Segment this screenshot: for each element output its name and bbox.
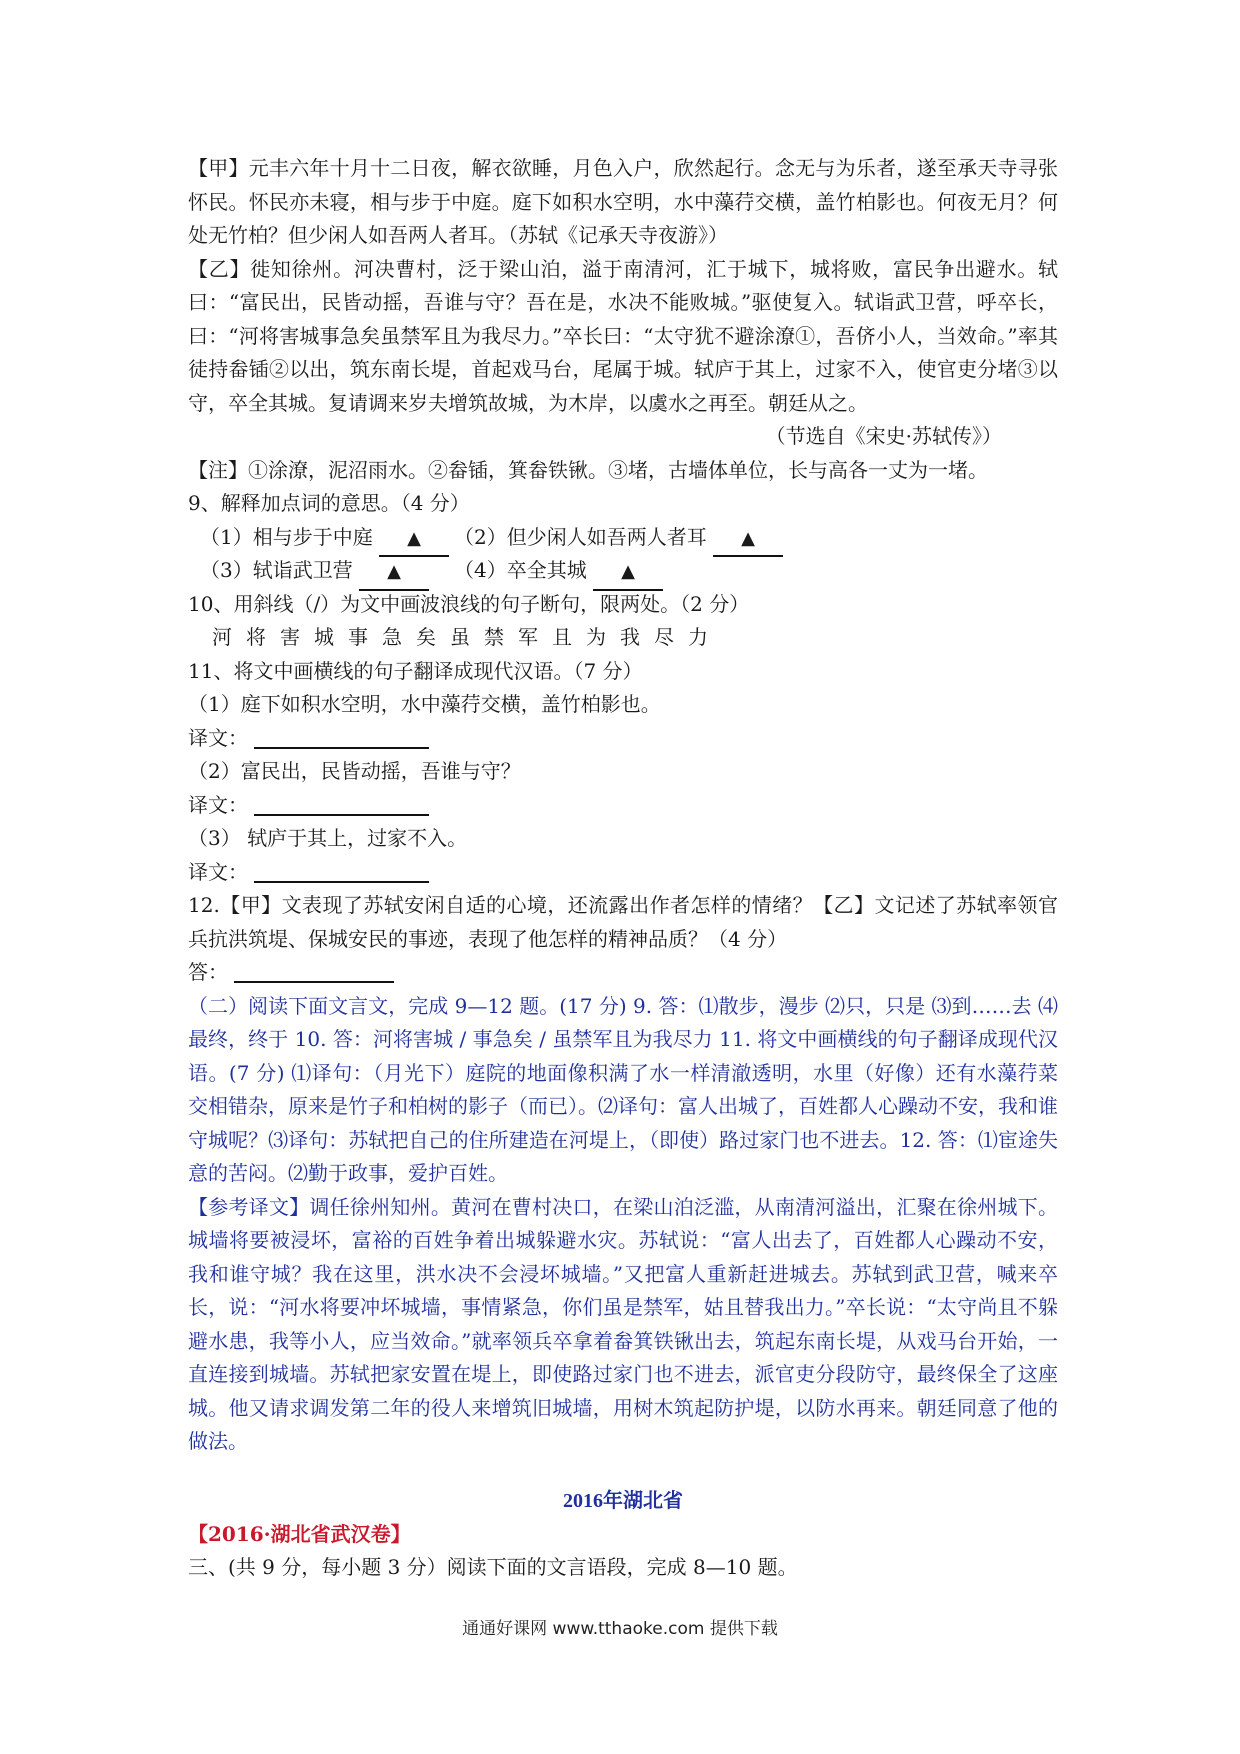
answer-blank-mark[interactable]: ▲	[593, 555, 663, 591]
answer-line[interactable]	[254, 857, 429, 883]
answer-blank-mark[interactable]: ▲	[359, 555, 429, 591]
answer-label: 答：	[188, 960, 228, 984]
section3-stem: 三、(共 9 分，每小题 3 分）阅读下面的文言语段，完成 8—10 题。	[188, 1555, 798, 1579]
q10-sentence: 河将害城事急矣虽禁军且为我尽力	[212, 625, 722, 649]
passage-yi-source: （节选自《宋史·苏轼传》）	[765, 424, 1002, 448]
passage-yi: 【乙】徙知徐州。河决曹村，泛于梁山泊，溢于南清河，汇于城下，城将败，富民争出避水。轼曰：“富民出，民皆动摇，吾谁与守？吾在是，水决不能败城。”驱使复入。轼诣武卫营，呼卒长，曰：“河将害城事急矣虽禁军且为我尽力。”卒长曰：“太守犹不避涂潦①，吾侪小人，当效命。”率其徒持畚锸②以出，筑东南长堤，首起戏马台，尾属于城。轼庐于其上，过家不入，使官吏分堵③以守，卒全其城。复请调来岁夫增筑故城，为木岸，以虞水之再至。朝廷从之。	[188, 256, 1058, 415]
document-body	[188, 152, 1058, 1585]
q9-row-2	[188, 554, 1058, 588]
answer-line[interactable]	[234, 957, 394, 983]
q9-row-1	[188, 521, 1058, 555]
q12-answer	[188, 956, 1058, 990]
answer-blank-mark[interactable]: ▲	[379, 522, 449, 558]
translation-label: 译文：	[188, 725, 248, 750]
q9-item-2: （2）但少闲人如吾两人者耳	[454, 524, 707, 549]
translation-label: 译文：	[188, 792, 248, 817]
translation-label: 译文：	[188, 859, 248, 884]
passage-note: 【注】①涂潦，泥沼雨水。②畚锸，箕畚铁锹。③堵，古墙体单位，长与高各一丈为一堵。	[188, 457, 988, 482]
answer-blank-mark[interactable]: ▲	[713, 522, 783, 558]
section-title: 2016年湖北省	[563, 1489, 683, 1512]
q9-item-3: （3）轼诣武卫营	[200, 558, 353, 582]
answer-key: （二）阅读下面文言文，完成 9—12 题。(17 分) 9. 答：⑴散步，漫步 ⑵只，只是 ⑶到……去 ⑷最终，终于 10. 答：河将害城 / 事急矣 / 虽禁军且为我尽力 11. 将文中画横线的句子翻译成现代汉语。(7 分) ⑴译句：（月光下）庭院的地面像积满了水一样清澈透明，水里（好像）还有水藻荇菜交相错杂，原来是竹子和柏树的影子（而已）。⑵译句：富人出城了，百姓都人心躁动不安，我和谁守城呢？⑶译句：苏轼把自己的住所建造在河堤上，（即使）路过家门也不进去。12. 答：⑴宦途失意的苦闷。⑵勤于政事，爱护百姓。	[188, 993, 1058, 1185]
q10-stem: 10、用斜线（/）为文中画波浪线的句子断句，限两处。（2 分）	[188, 591, 750, 616]
q11-sentence-2: （2）富民出，民皆动摇，吾谁与守？	[188, 759, 521, 783]
answer-line[interactable]	[254, 723, 429, 749]
q11-answer-1	[188, 722, 1058, 756]
q12-stem: 12.【甲】文表现了苏轼安闲自适的心境，还流露出作者怎样的情绪？【乙】文记述了苏轼率领官兵抗洪筑堤、保城安民的事迹，表现了他怎样的精神品质？（4 分）	[188, 893, 1058, 951]
q9-stem: 9、解释加点词的意思。（4 分）	[188, 491, 470, 515]
passage-jia: 【甲】元丰六年十月十二日夜，解衣欲睡，月色入户，欣然起行。念无与为乐者，遂至承天寺寻张怀民。怀民亦未寝，相与步于中庭。庭下如积水空明，水中藻荇交横，盖竹柏影也。何夜无月？何处无竹柏？但少闲人如吾两人者耳。（苏轼《记承天寺夜游》）	[188, 156, 1058, 247]
q11-answer-3	[188, 856, 1058, 890]
answer-line[interactable]	[254, 790, 429, 816]
q11-answer-2	[188, 789, 1058, 823]
subsection-title: 【2016·湖北省武汉卷】	[188, 1521, 411, 1546]
q11-sentence-1: （1）庭下如积水空明，水中藻荇交横，盖竹柏影也。	[188, 692, 661, 716]
q11-sentence-3: （3） 轼庐于其上，过家不入。	[188, 826, 468, 850]
q11-stem: 11、将文中画横线的句子翻译成现代汉语。（7 分）	[188, 658, 643, 683]
q9-item-4: （4）卒全其城	[454, 558, 587, 582]
reference-translation: 【参考译文】调任徐州知州。黄河在曹村决口，在梁山泊泛滥，从南清河溢出，汇聚在徐州城下。城墙将要被浸坏，富裕的百姓争着出城躲避水灾。苏轼说：“富人出去了，百姓都人心躁动不安，我和谁守城？我在这里，洪水决不会浸坏城墙。”又把富人重新赶进城去。苏轼到武卫营，喊来卒长，说：“河水将要冲坏城墙，事情紧急，你们虽是禁军，姑且替我出力。”卒长说：“太守尚且不躲避水患，我等小人，应当效命。”就率领兵卒拿着畚箕铁锹出去，筑起东南长堤，从戏马台开始，一直连接到城墙。苏轼把家安置在堤上，即使路过家门也不进去，派官吏分段防守，最终保全了这座城。他又请求调发第二年的役人来增筑旧城墙，用树木筑起防护堤，以防水再来。朝廷同意了他的做法。	[188, 1194, 1058, 1453]
page-footer: 通通好课网 www.tthaoke.com 提供下载	[462, 1619, 778, 1639]
q9-item-1: （1）相与步于中庭	[200, 524, 373, 549]
